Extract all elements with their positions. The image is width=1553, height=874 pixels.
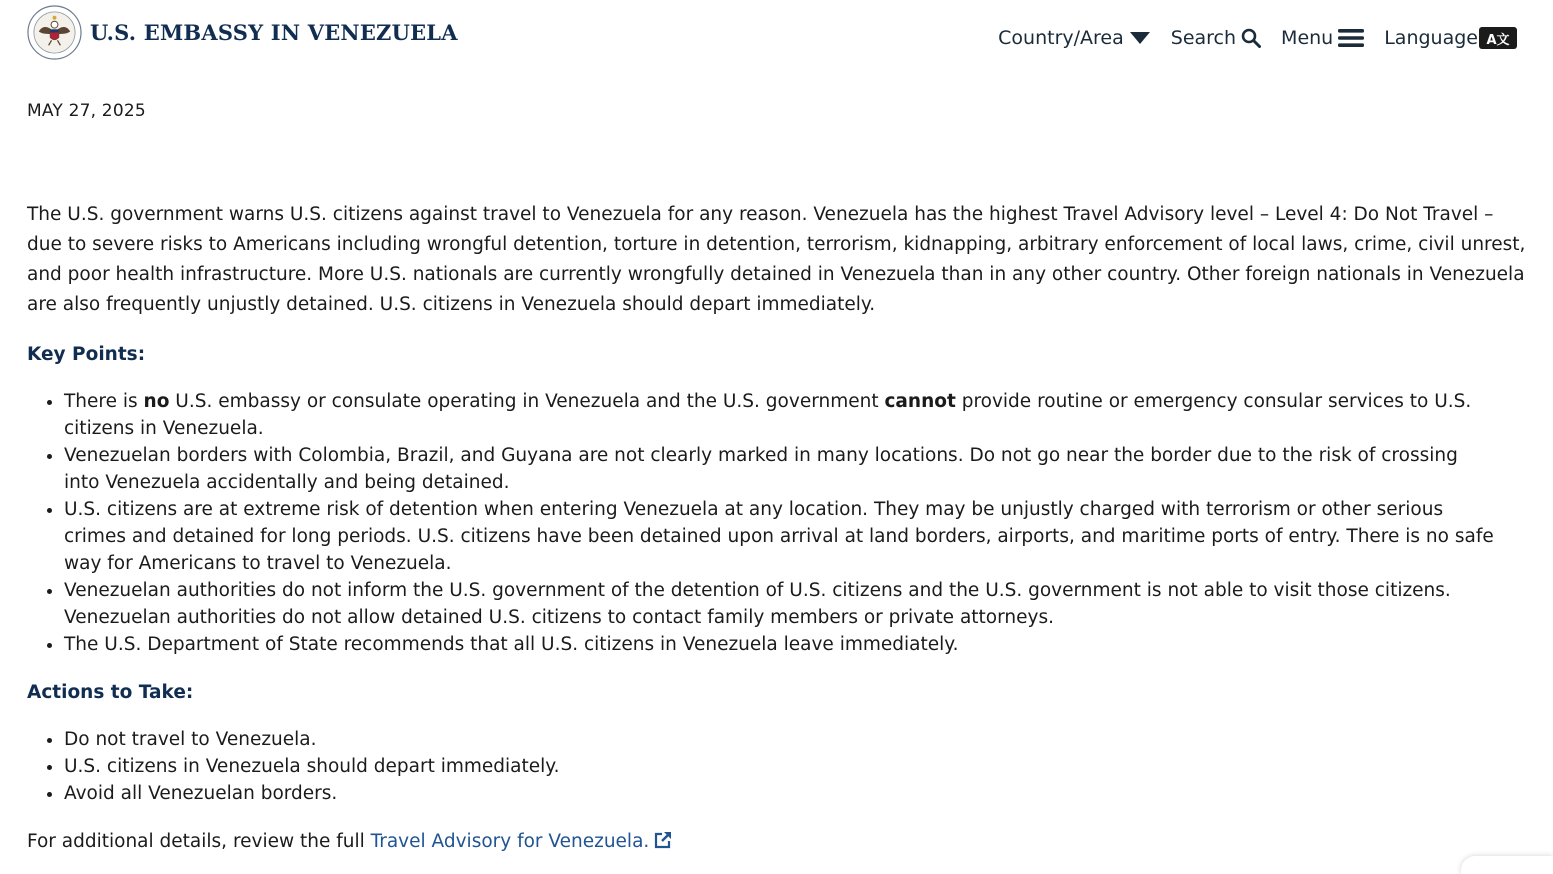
- magnifier-icon: [1241, 28, 1261, 48]
- external-link-icon: [653, 830, 673, 850]
- us-embassy-seal-icon: [27, 5, 82, 60]
- search-button[interactable]: [1171, 27, 1261, 49]
- language-label: Language: [1384, 27, 1478, 49]
- list-item: • U.S. citizens are at extreme risk of detention when entering Venezuela at any location. They may be unjustly charged with terrorism or other serious crimes and detained for long periods. U.S. citizens have been detained upon arrival at land borders, airports, and maritime ports of entry. There is no safe way for Americans to travel to Venezuela.: [64, 496, 1527, 577]
- list-item: • U.S. citizens in Venezuela should depart immediately.: [64, 753, 1527, 780]
- language-selector[interactable]: [1384, 27, 1517, 49]
- main-nav: [998, 20, 1517, 56]
- additional-details-text: For additional details, review the full: [27, 831, 371, 852]
- article-date: MAY 27, 2025: [27, 101, 146, 121]
- key-point-1-text-c: U.S. embassy or consulate operating in Venezuela and the U.S. government: [169, 391, 885, 412]
- key-point-1-text-e: provide routine or emergency consular services to U.S. citizens in Venezuela.: [64, 391, 1472, 439]
- hamburger-icon: [1338, 28, 1364, 48]
- intro-paragraph: The U.S. government warns U.S. citizens against travel to Venezuela for any reason. Venezuela has the highest Travel Advisory level – Level 4: Do Not Travel – due to severe risks to Americans including wrongful detention, torture in detention, terrorism, kidnapping, arbitrary enforcement of local laws, crime, civil unrest, and poor health infrastructure. More U.S. nationals are currently wrongfully detained in Venezuela than in any other country. Other foreign nationals in Venezuela are also frequently unjustly detained. U.S. citizens in Venezuela should depart immediately.: [27, 204, 1526, 315]
- list-item: • Avoid all Venezuelan borders.: [64, 780, 1527, 807]
- key-points-heading: Key Points:: [27, 344, 146, 365]
- actions-list: [27, 726, 1527, 807]
- travel-advisory-link-label: Travel Advisory for Venezuela.: [370, 831, 650, 852]
- key-point-1-emphasis-cannot: cannot: [884, 391, 956, 412]
- list-item: • Do not travel to Venezuela.: [64, 726, 1527, 753]
- travel-advisory-link[interactable]: [371, 831, 674, 852]
- key-point-1-emphasis-no: no: [143, 391, 170, 412]
- home-logo-link[interactable]: [27, 5, 458, 60]
- list-item: • The U.S. Department of State recommends that all U.S. citizens in Venezuela leave immediately.: [64, 631, 1527, 658]
- caret-down-icon: [1129, 31, 1151, 45]
- article-body: [27, 200, 1527, 857]
- list-item: • Venezuelan borders with Colombia, Brazil, and Guyana are not clearly marked in many locations. Do not go near the border due to the risk of crossing into Venezuela accidentally and being detained.: [64, 442, 1527, 496]
- list-item: • Venezuelan authorities do not inform the U.S. government of the detention of U.S. citizens and the U.S. government is not able to visit those citizens. Venezuelan authorities do not allow detained U.S. citizens to contact family members or private attorneys.: [64, 577, 1527, 631]
- translate-icon: A文: [1479, 27, 1517, 49]
- additional-details-paragraph: [27, 827, 1527, 857]
- key-point-1-text-a: There is: [64, 391, 144, 412]
- search-label: Search: [1170, 27, 1237, 49]
- key-points-list: [27, 388, 1527, 658]
- site-title: U.S. EMBASSY IN VENEZUELA: [90, 20, 458, 45]
- list-item: [64, 388, 1527, 442]
- actions-heading: Actions to Take:: [27, 682, 194, 703]
- floating-corner-widget[interactable]: [1461, 856, 1553, 874]
- site-header: [0, 0, 1553, 76]
- menu-button[interactable]: [1281, 27, 1364, 49]
- country-area-label: Country/Area: [998, 27, 1124, 49]
- menu-label: Menu: [1281, 27, 1334, 49]
- country-area-dropdown[interactable]: [998, 27, 1151, 49]
